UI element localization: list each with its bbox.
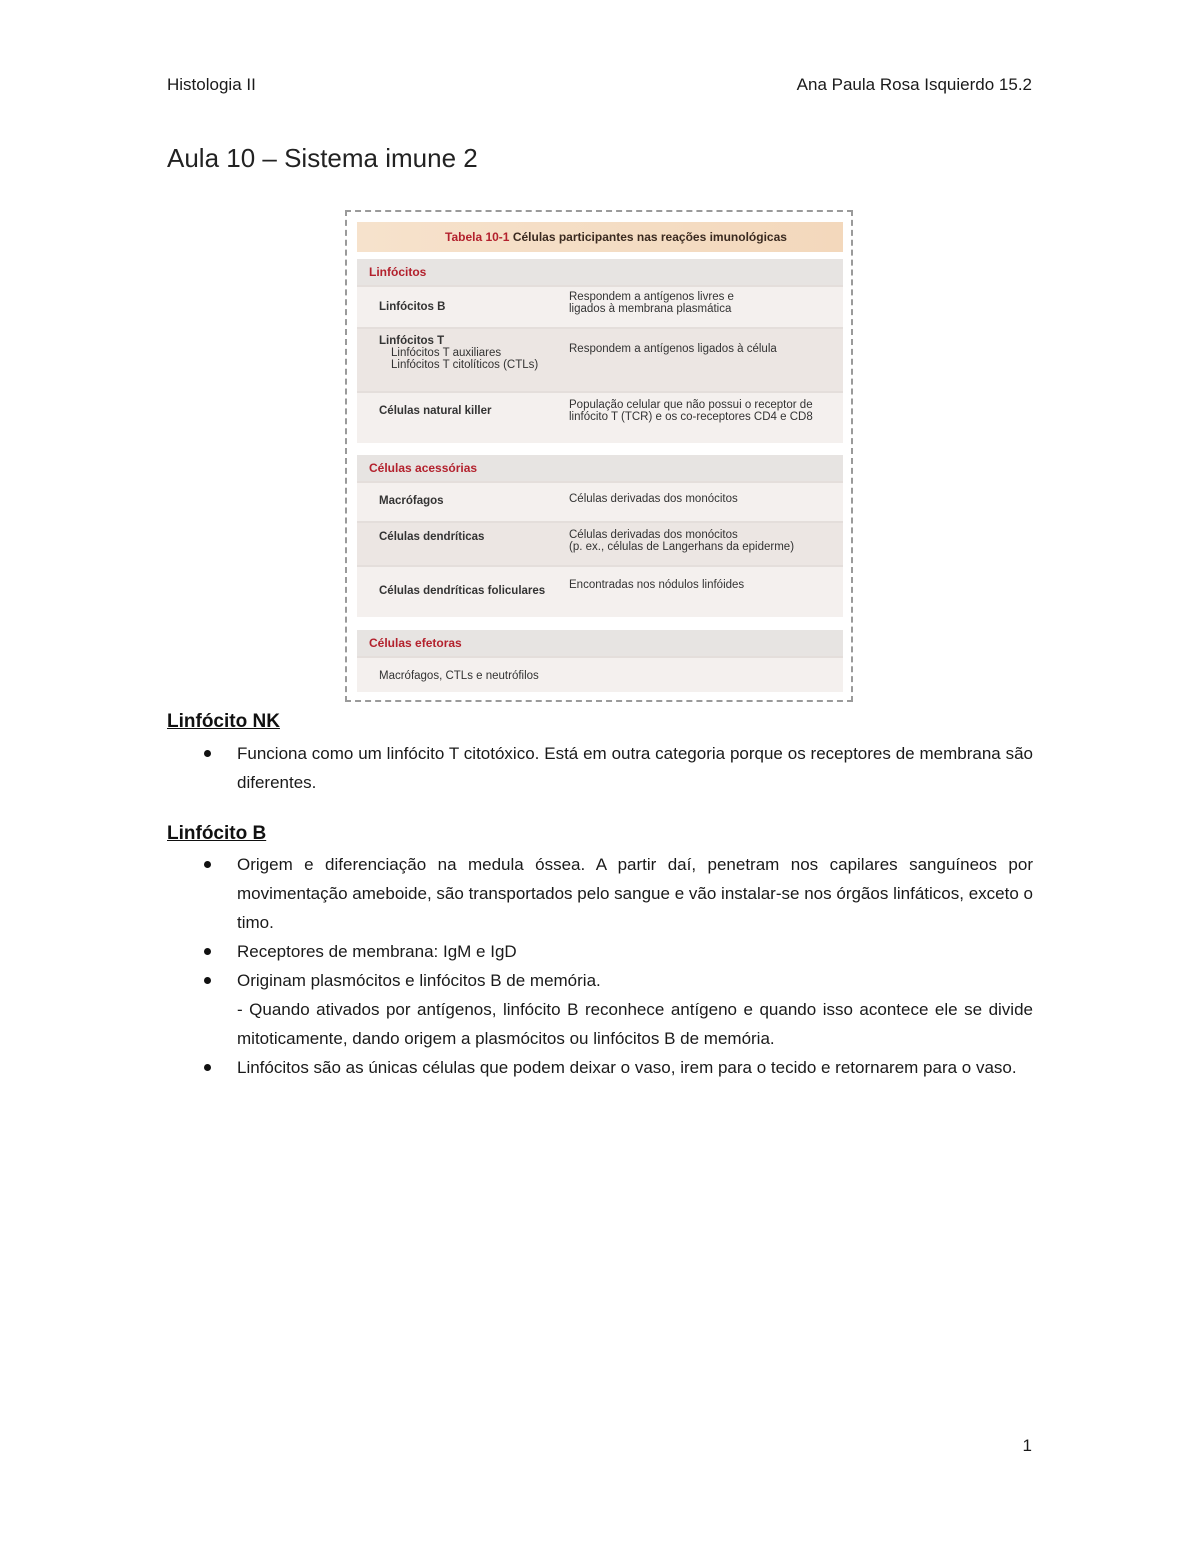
row-desc: Encontradas nos nódulos linfóides <box>569 579 745 591</box>
row-cell: Linfócitos T Linfócitos T auxiliares Linfócitos T citolíticos (CTLs) <box>379 335 539 371</box>
list-item: Originam plasmócitos e linfócitos B de memória. - Quando ativados por antígenos, linfócito B reconhece antígeno e quando isso acontece ele se divide mitoticamente, dando origem a plasmócitos ou linfócitos B de memória. <box>167 966 1033 1053</box>
table-row <box>357 481 843 521</box>
bullet-icon <box>204 948 211 955</box>
section-efetoras: Células efetoras <box>357 630 843 656</box>
table-row <box>357 521 843 565</box>
table-row <box>357 656 843 692</box>
heading-b: Linfócito B <box>167 823 267 844</box>
row-cell: Células dendríticas foliculares <box>379 585 546 597</box>
page-title: Aula 10 – Sistema imune 2 <box>167 143 478 173</box>
row-desc: População celular que não possui o receptor de linfócito T (TCR) e os co-receptores CD4 e CD8 <box>569 399 813 423</box>
table-row <box>357 565 843 617</box>
bullet-icon <box>204 861 211 868</box>
list-item: Origem e diferenciação na medula óssea. A partir daí, penetram nos capilares sanguíneos por movimentação ameboide, são transportados pelo sangue e vão instalar-se nos órgãos linfáticos, exceto o timo. <box>167 850 1033 937</box>
header-left: Histologia II <box>167 75 256 94</box>
table-row <box>357 391 843 443</box>
row-desc: Respondem a antígenos ligados à célula <box>569 343 777 355</box>
table-caption <box>357 222 843 252</box>
cell-table-figure <box>345 210 853 702</box>
row-desc: Células derivadas dos monócitos <box>569 493 738 505</box>
row-desc: Respondem a antígenos livres e ligados à membrana plasmática <box>569 291 734 315</box>
page-number: 1 <box>1022 1436 1032 1455</box>
table-title: Células participantes nas reações imunológicas <box>512 230 787 244</box>
list-item: Receptores de membrana: IgM e IgD <box>167 937 1033 966</box>
note-text: - Quando ativados por antígenos, linfócito B reconhece antígeno e quando isso acontece ele se divide mitoticamente, dando origem a plasmócitos ou linfócitos B de memória. <box>237 1000 1033 1048</box>
nk-list <box>167 739 1033 797</box>
bullet-icon <box>204 750 211 757</box>
heading-nk: Linfócito NK <box>167 711 280 732</box>
row-cell: Células natural killer <box>379 405 492 417</box>
bullet-icon <box>204 977 211 984</box>
list-item: Linfócitos são as únicas células que podem deixar o vaso, irem para o tecido e retornarem para o vaso. <box>167 1053 1033 1082</box>
header-right: Ana Paula Rosa Isquierdo 15.2 <box>796 75 1032 94</box>
row-cell: Linfócitos B <box>379 301 446 313</box>
row-cell: Células dendríticas <box>379 531 485 543</box>
table-row <box>357 285 843 327</box>
section-acessorias: Células acessórias <box>357 455 843 481</box>
bullet-icon <box>204 1064 211 1071</box>
row-desc: Células derivadas dos monócitos (p. ex., células de Langerhans da epiderme) <box>569 529 795 553</box>
row-cell: Macrófagos, CTLs e neutrófilos <box>379 670 539 682</box>
section-linfocitos: Linfócitos <box>357 259 843 285</box>
b-list <box>167 850 1033 1082</box>
row-cell: Macrófagos <box>379 495 444 507</box>
list-item: Funciona como um linfócito T citotóxico. Está em outra categoria porque os receptores de membrana são diferentes. <box>167 739 1033 797</box>
table-row <box>357 327 843 391</box>
table-label: Tabela 10-1 <box>445 230 510 244</box>
